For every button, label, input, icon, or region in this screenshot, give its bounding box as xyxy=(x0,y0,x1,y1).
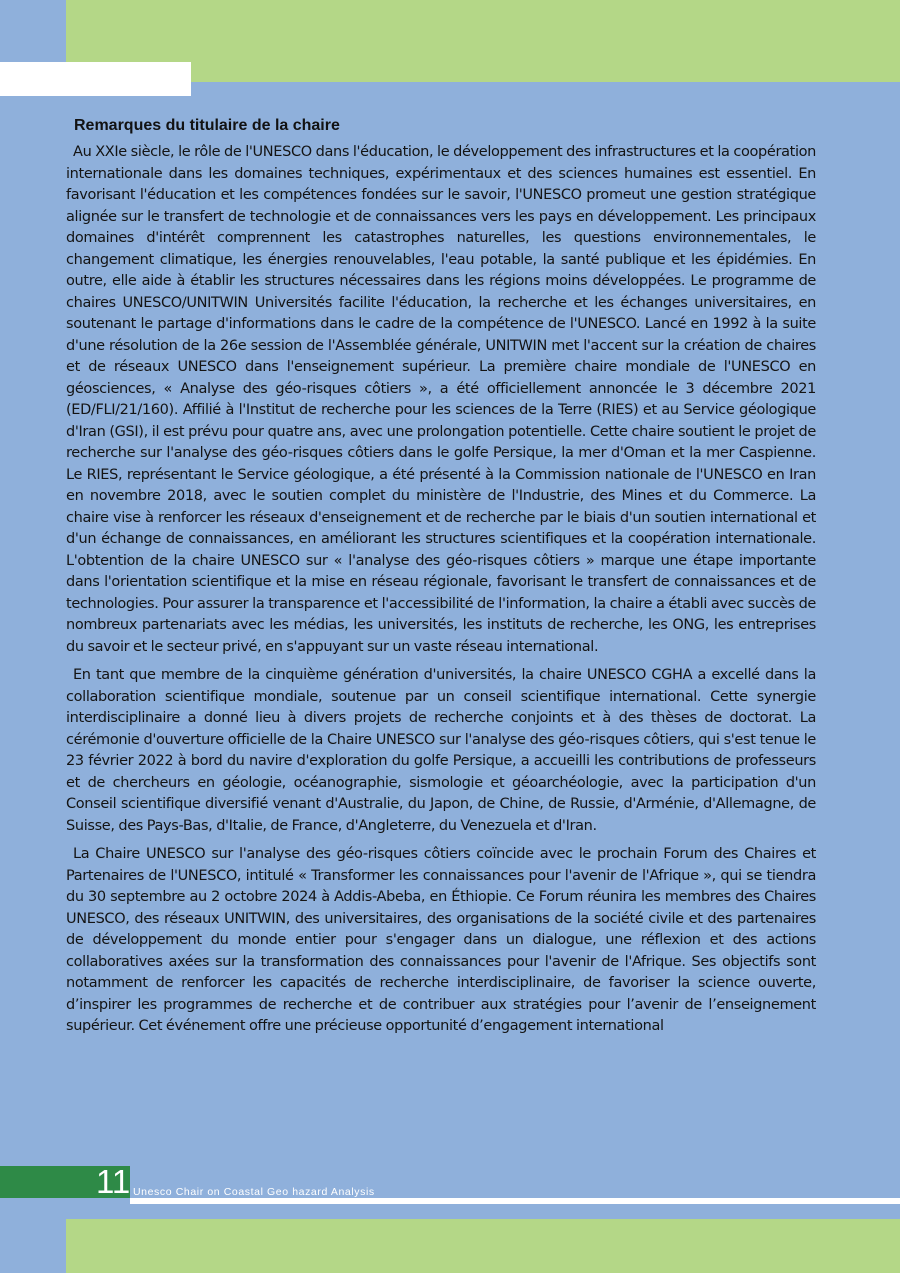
bottom-decorative-band xyxy=(66,1219,900,1273)
paragraph-1: Au XXIe siècle, le rôle de l'UNESCO dans l'éducation, le développement des infrastructures et la coopération internationale dans les domaines techniques, expérimentaux et des sciences humaines est essentiel. En favorisant l'éducation et les compétences fondées sur le savoir, l'UNESCO promeut une gestion stratégique alignée sur le transfert de technologie et de connaissances vers les pays en développement. Les principaux domaines d'intérêt comprennent les catastrophes naturelles, les questions environnementales, le changement climatique, les énergies renouvelables, l'eau potable, la santé publique et les épidémies. En outre, elle aide à établir les structures nécessaires dans les régions moins développées. Le programme de chaires UNESCO/UNITWIN Universités facilite l'éducation, la recherche et les échanges universitaires, en soutenant le partage d'informations dans le cadre de la compétence de l'UNESCO. Lancé en 1992 à la suite d'une résolution de la 26e session de l'Assemblée générale, UNITWIN met l'accent sur la création de chaires et de réseaux UNESCO dans l'enseignement supérieur. La première chaire mondiale de l'UNESCO en géosciences, « Analyse des géo-risques côtiers », a été officiellement annoncée le 3 décembre 2021 (ED/FLI/21/160). Affilié à l'Institut de recherche pour les sciences de la Terre (RIES) et au Service géologique d'Iran (GSI), il est prévu pour quatre ans, avec une prolongation potentielle. Cette chaire soutient le projet de recherche sur l'analyse des géo-risques côtiers dans le golfe Persique, la mer d'Oman et la mer Caspienne. Le RIES, représentant le Service géologique, a été présenté à la Commission nationale de l'UNESCO en Iran en novembre 2018, avec le soutien complet du ministère de l'Industrie, des Mines et du Commerce. La chaire vise à renforcer les réseaux d'enseignement et de recherche par le biais d'un soutien international et d'un échange de connaissances, en améliorant les structures scientifiques et la coopération internationale. L'obtention de la chaire UNESCO sur « l'analyse des géo-risques côtiers » marque une étape importante dans l'orientation scientifique et la mise en réseau régionale, favorisant le transfert de connaissances et de technologies. Pour assurer la transparence et l'accessibilité de l'information, la chaire a établi avec succès de nombreux partenariats avec les médias, les universités, les instituts de recherche, les ONG, les entreprises du savoir et le secteur privé, en s'appuyant sur un vaste réseau international. xyxy=(66,144,816,655)
paragraph-3: La Chaire UNESCO sur l'analyse des géo-risques côtiers coïncide avec le prochain Forum des Chaires et Partenaires de l'UNESCO, intitulé « Transformer les connaissances pour l'avenir de l'Afrique », qui se tiendra du 30 septembre au 2 octobre 2024 à Addis-Abeba, en Éthiopie. Ce Forum réunira les membres des Chaires UNESCO, des réseaux UNITWIN, des universitaires, des organisations de la société civile et des partenaires de développement du monde entier pour s'engager dans un dialogue, une réflexion et des actions collaboratives axées sur la transformation des connaissances pour l'avenir de l'Afrique. Ses objectifs sont notamment de renforcer les capacités de recherche interdisciplinaire, de favoriser la science ouverte, d’inspirer les programmes de recherche et de contribuer aux stratégies pour l’avenir de l’enseignement supérieur. Cet événement offre une précieuse opportunité d’engagement international xyxy=(66,846,816,1034)
top-decorative-band xyxy=(66,0,900,82)
article-body xyxy=(66,117,816,1045)
top-white-tab xyxy=(0,62,191,96)
page-number: 11 xyxy=(96,1163,131,1200)
footer-publication-title: Unesco Chair on Coastal Geo hazard Analysis xyxy=(133,1186,375,1198)
section-heading: Remarques du titulaire de la chaire xyxy=(74,117,340,134)
paragraph-2: En tant que membre de la cinquième génération d'universités, la chaire UNESCO CGHA a excellé dans la collaboration scientifique mondiale, soutenue par un conseil scientifique international. Cette synergie interdisciplinaire a donné lieu à divers projets de recherche conjoints et à des thèses de doctorat. La cérémonie d'ouverture officielle de la Chaire UNESCO sur l'analyse des géo-risques côtiers, qui s'est tenue le 23 février 2022 à bord du navire d'exploration du golfe Persique, a accueilli les contributions de professeurs et de chercheurs en géologie, océanographie, sismologie et géoarchéologie, avec la participation d'un Conseil scientifique diversifié venant d'Australie, du Japon, de Chine, de Russie, d'Arménie, d'Allemagne, de Suisse, des Pays-Bas, d'Italie, de France, d'Angleterre, du Venezuela et d'Iran. xyxy=(66,667,816,834)
footer-rule xyxy=(130,1198,900,1204)
